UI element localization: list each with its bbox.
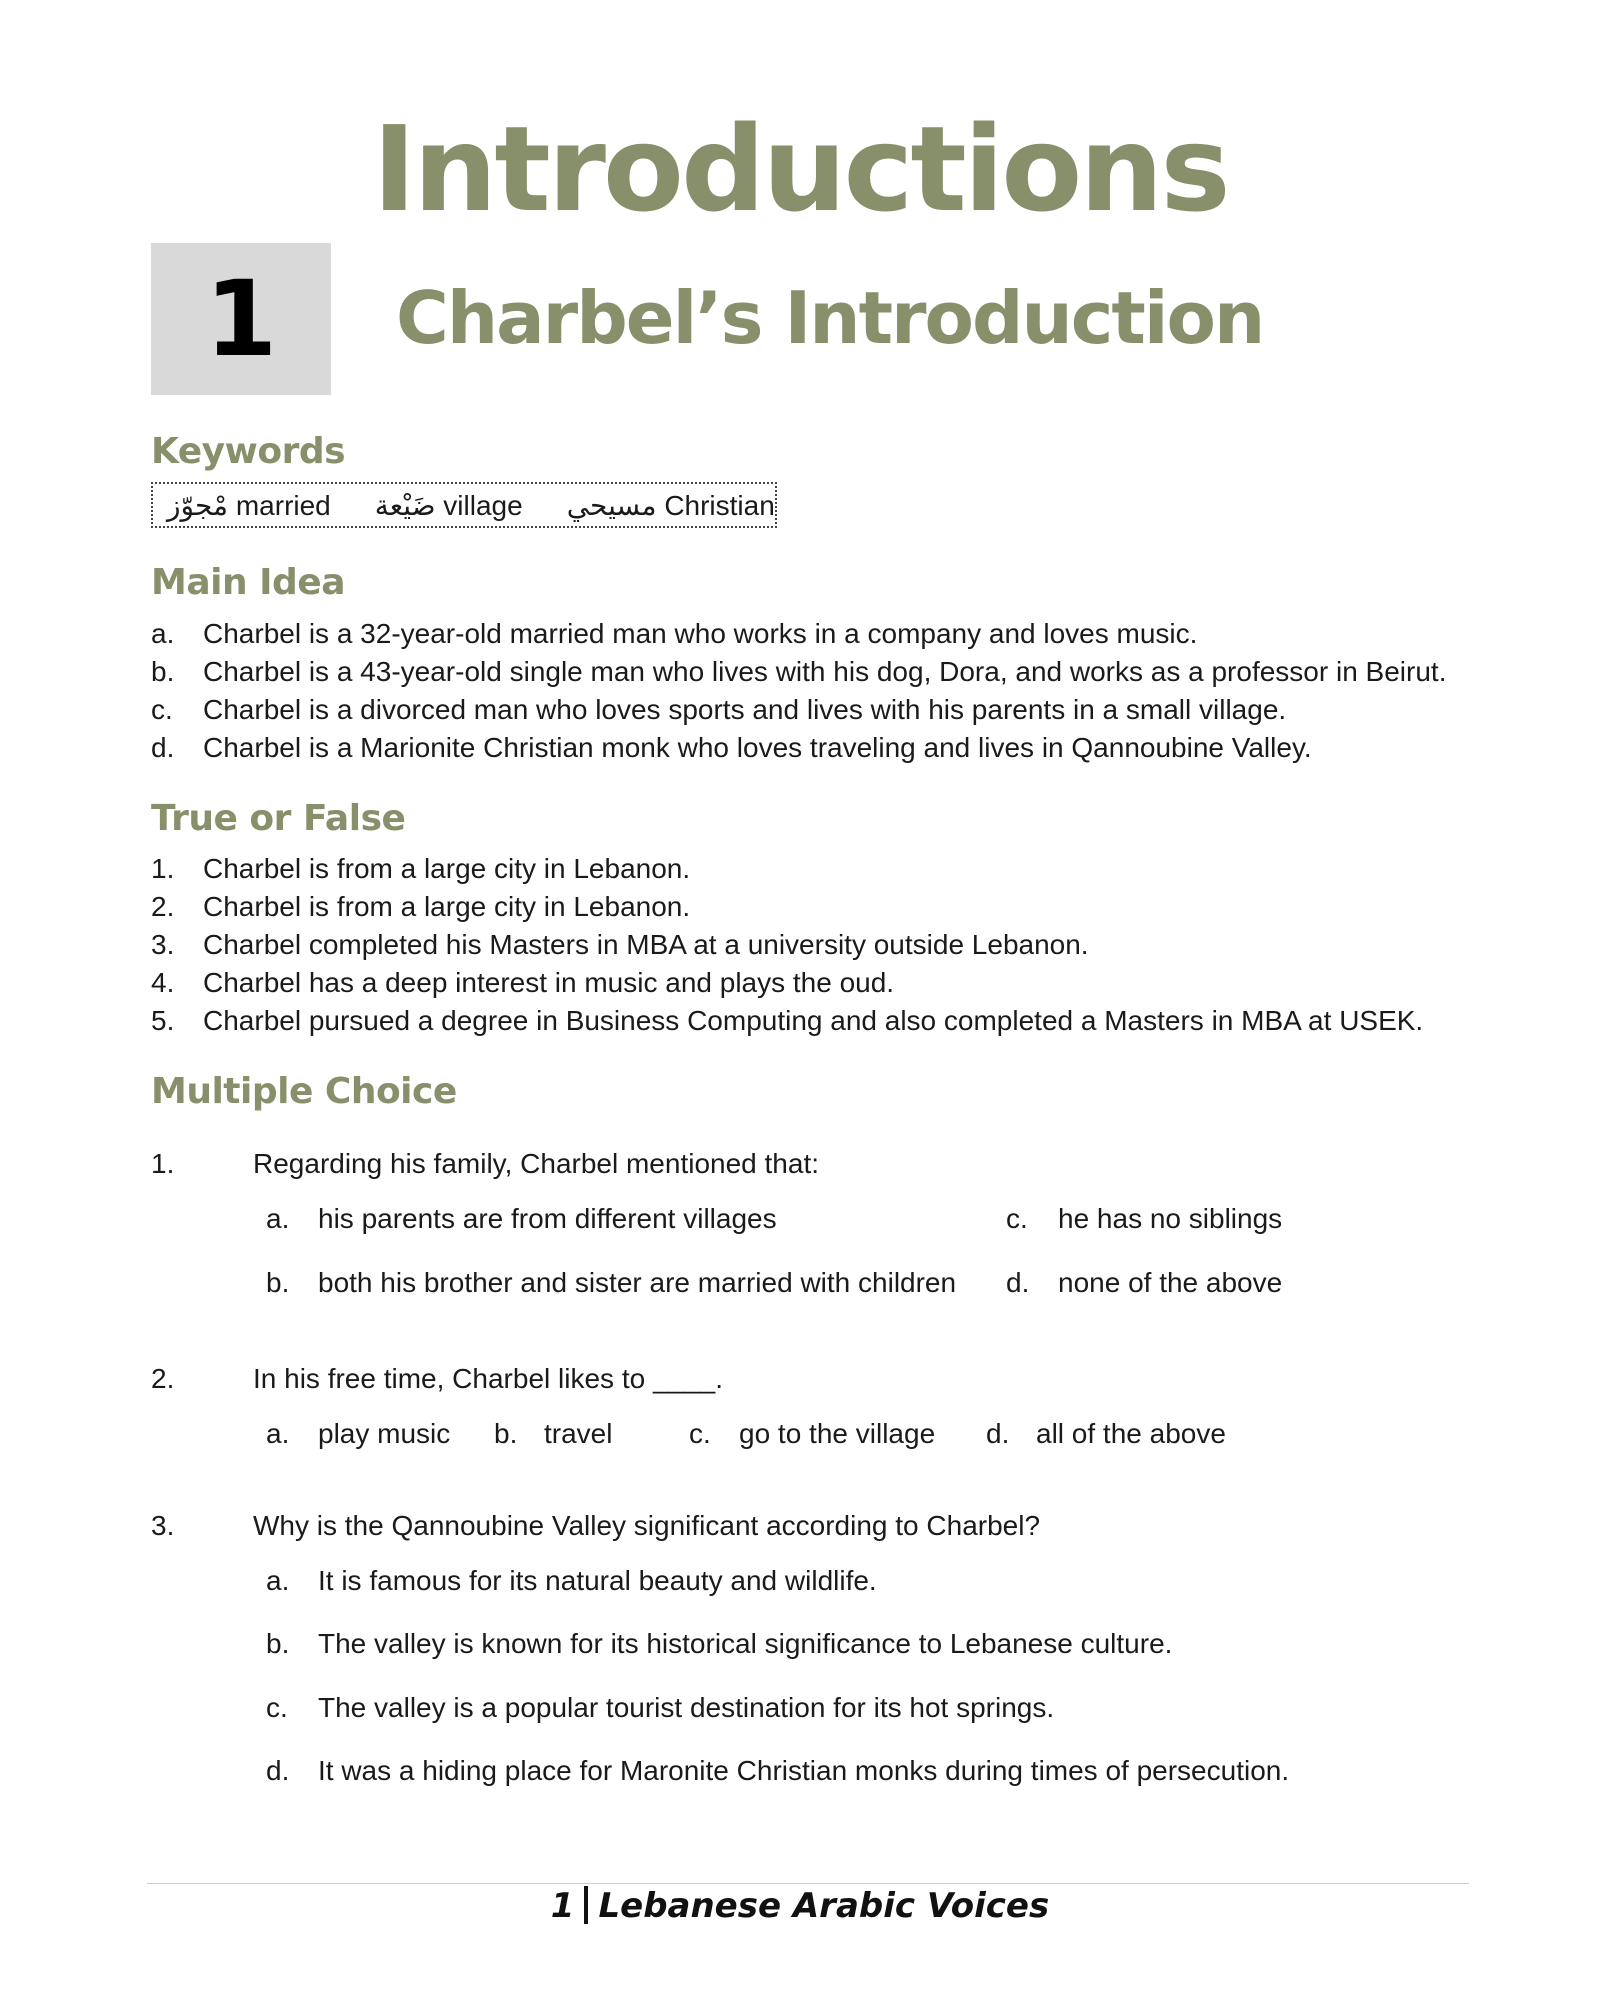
chapter-number: 1 bbox=[204, 258, 278, 380]
keyword-married bbox=[167, 489, 331, 522]
item-number: 1. bbox=[151, 853, 175, 884]
mc-option[interactable] bbox=[689, 1415, 935, 1453]
main-idea-option[interactable] bbox=[151, 615, 1446, 653]
mc-option[interactable] bbox=[494, 1415, 612, 1453]
option-letter: c. bbox=[1006, 1203, 1028, 1234]
mc-option[interactable] bbox=[1006, 1264, 1282, 1302]
option-text: none of the above bbox=[1058, 1267, 1283, 1298]
keyword-english: married bbox=[235, 489, 331, 521]
item-number: 2. bbox=[151, 891, 175, 922]
item-text: Charbel is from a large city in Lebanon. bbox=[203, 853, 691, 884]
option-letter: a. bbox=[266, 1203, 290, 1234]
footer-book-title: Lebanese Arabic Voices bbox=[598, 1886, 1050, 1926]
keyword-arabic: مْجوّز bbox=[167, 488, 229, 522]
option-text: both his brother and sister are married with children bbox=[318, 1267, 957, 1298]
multiple-choice-heading: Multiple Choice bbox=[151, 1071, 457, 1112]
option-text: play music bbox=[318, 1418, 451, 1449]
option-text: travel bbox=[544, 1418, 613, 1449]
option-letter: a. bbox=[266, 1418, 290, 1449]
option-text: all of the above bbox=[1036, 1418, 1226, 1449]
mc-option[interactable] bbox=[266, 1752, 1289, 1790]
option-text: Charbel is a divorced man who loves sports and lives with his parents in a small village. bbox=[203, 694, 1287, 725]
item-text: Charbel is from a large city in Lebanon. bbox=[203, 891, 691, 922]
option-text: Charbel is a Marionite Christian monk who loves traveling and lives in Qannoubine Valley. bbox=[203, 732, 1312, 763]
true-false-item[interactable] bbox=[151, 888, 1423, 926]
mc-option[interactable] bbox=[266, 1415, 450, 1453]
keyword-arabic: مسيحي bbox=[566, 488, 657, 522]
mc-option[interactable] bbox=[1006, 1200, 1282, 1238]
main-idea-option[interactable] bbox=[151, 653, 1446, 691]
true-false-item[interactable] bbox=[151, 1002, 1423, 1040]
question-number: 3. bbox=[151, 1510, 175, 1541]
main-idea-list bbox=[151, 615, 1446, 767]
main-idea-heading: Main Idea bbox=[151, 562, 345, 603]
option-letter: b. bbox=[494, 1418, 518, 1449]
question-text: Why is the Qannoubine Valley significant according to Charbel? bbox=[253, 1510, 1041, 1541]
keyword-english: village bbox=[443, 489, 523, 521]
footer-page-number: 1 bbox=[550, 1886, 575, 1926]
chapter-number-box bbox=[151, 243, 331, 395]
option-text: The valley is a popular tourist destination for its hot springs. bbox=[318, 1692, 1055, 1723]
option-text: go to the village bbox=[739, 1418, 936, 1449]
main-idea-option[interactable] bbox=[151, 691, 1446, 729]
question-text: In his free time, Charbel likes to ____. bbox=[253, 1363, 724, 1394]
question-text: Regarding his family, Charbel mentioned that: bbox=[253, 1148, 820, 1179]
chapter-title: Charbel’s Introduction bbox=[396, 276, 1264, 360]
option-text: his parents are from different villages bbox=[318, 1203, 777, 1234]
keywords-box bbox=[151, 482, 777, 528]
option-letter: b. bbox=[266, 1267, 290, 1298]
option-letter: a. bbox=[151, 618, 175, 649]
mc-option[interactable] bbox=[266, 1200, 777, 1238]
mc-question-2 bbox=[151, 1360, 1451, 1460]
option-text: he has no siblings bbox=[1058, 1203, 1283, 1234]
mc-question-1 bbox=[151, 1145, 1451, 1298]
option-letter: a. bbox=[266, 1565, 290, 1596]
true-false-list bbox=[151, 850, 1423, 1040]
mc-option[interactable] bbox=[266, 1264, 956, 1302]
option-letter: c. bbox=[689, 1418, 711, 1449]
option-letter: b. bbox=[266, 1628, 290, 1659]
option-letter: d. bbox=[1006, 1267, 1030, 1298]
item-number: 5. bbox=[151, 1005, 175, 1036]
page-title: Introductions bbox=[372, 100, 1228, 238]
keywords-heading: Keywords bbox=[151, 431, 346, 472]
page-footer bbox=[0, 1882, 1600, 1930]
mc-question-3 bbox=[151, 1507, 1451, 1807]
question-stem bbox=[151, 1360, 1451, 1398]
question-number: 1. bbox=[151, 1148, 175, 1179]
item-text: Charbel completed his Masters in MBA at a university outside Lebanon. bbox=[203, 929, 1089, 960]
option-letter: c. bbox=[266, 1692, 288, 1723]
keyword-arabic: ضَيْعة bbox=[374, 488, 436, 522]
footer-separator bbox=[584, 1886, 588, 1924]
true-false-item[interactable] bbox=[151, 926, 1423, 964]
option-text: It was a hiding place for Maronite Christian monks during times of persecution. bbox=[318, 1755, 1290, 1786]
question-stem bbox=[151, 1507, 1451, 1545]
option-text: The valley is known for its historical significance to Lebanese culture. bbox=[318, 1628, 1173, 1659]
option-letter: d. bbox=[266, 1755, 290, 1786]
true-false-heading: True or False bbox=[151, 798, 406, 839]
option-letter: b. bbox=[151, 656, 175, 687]
option-text: Charbel is a 43-year-old single man who lives with his dog, Dora, and works as a professor in Beirut. bbox=[203, 656, 1447, 687]
option-letter: c. bbox=[151, 694, 173, 725]
mc-option[interactable] bbox=[266, 1689, 1054, 1727]
mc-option[interactable] bbox=[266, 1625, 1172, 1663]
mc-option[interactable] bbox=[266, 1562, 877, 1600]
item-number: 4. bbox=[151, 967, 175, 998]
item-number: 3. bbox=[151, 929, 175, 960]
option-letter: d. bbox=[151, 732, 175, 763]
main-idea-option[interactable] bbox=[151, 729, 1446, 767]
keyword-christian bbox=[567, 489, 775, 522]
keyword-english: Christian bbox=[664, 489, 775, 521]
item-text: Charbel pursued a degree in Business Computing and also completed a Masters in MBA at USEK. bbox=[203, 1005, 1424, 1036]
option-text: It is famous for its natural beauty and wildlife. bbox=[318, 1565, 877, 1596]
true-false-item[interactable] bbox=[151, 964, 1423, 1002]
option-text: Charbel is a 32-year-old married man who works in a company and loves music. bbox=[203, 618, 1198, 649]
true-false-item[interactable] bbox=[151, 850, 1423, 888]
question-number: 2. bbox=[151, 1363, 175, 1394]
question-stem bbox=[151, 1145, 1451, 1183]
mc-option[interactable] bbox=[986, 1415, 1226, 1453]
keyword-village bbox=[375, 489, 523, 522]
item-text: Charbel has a deep interest in music and plays the oud. bbox=[203, 967, 895, 998]
option-letter: d. bbox=[986, 1418, 1010, 1449]
